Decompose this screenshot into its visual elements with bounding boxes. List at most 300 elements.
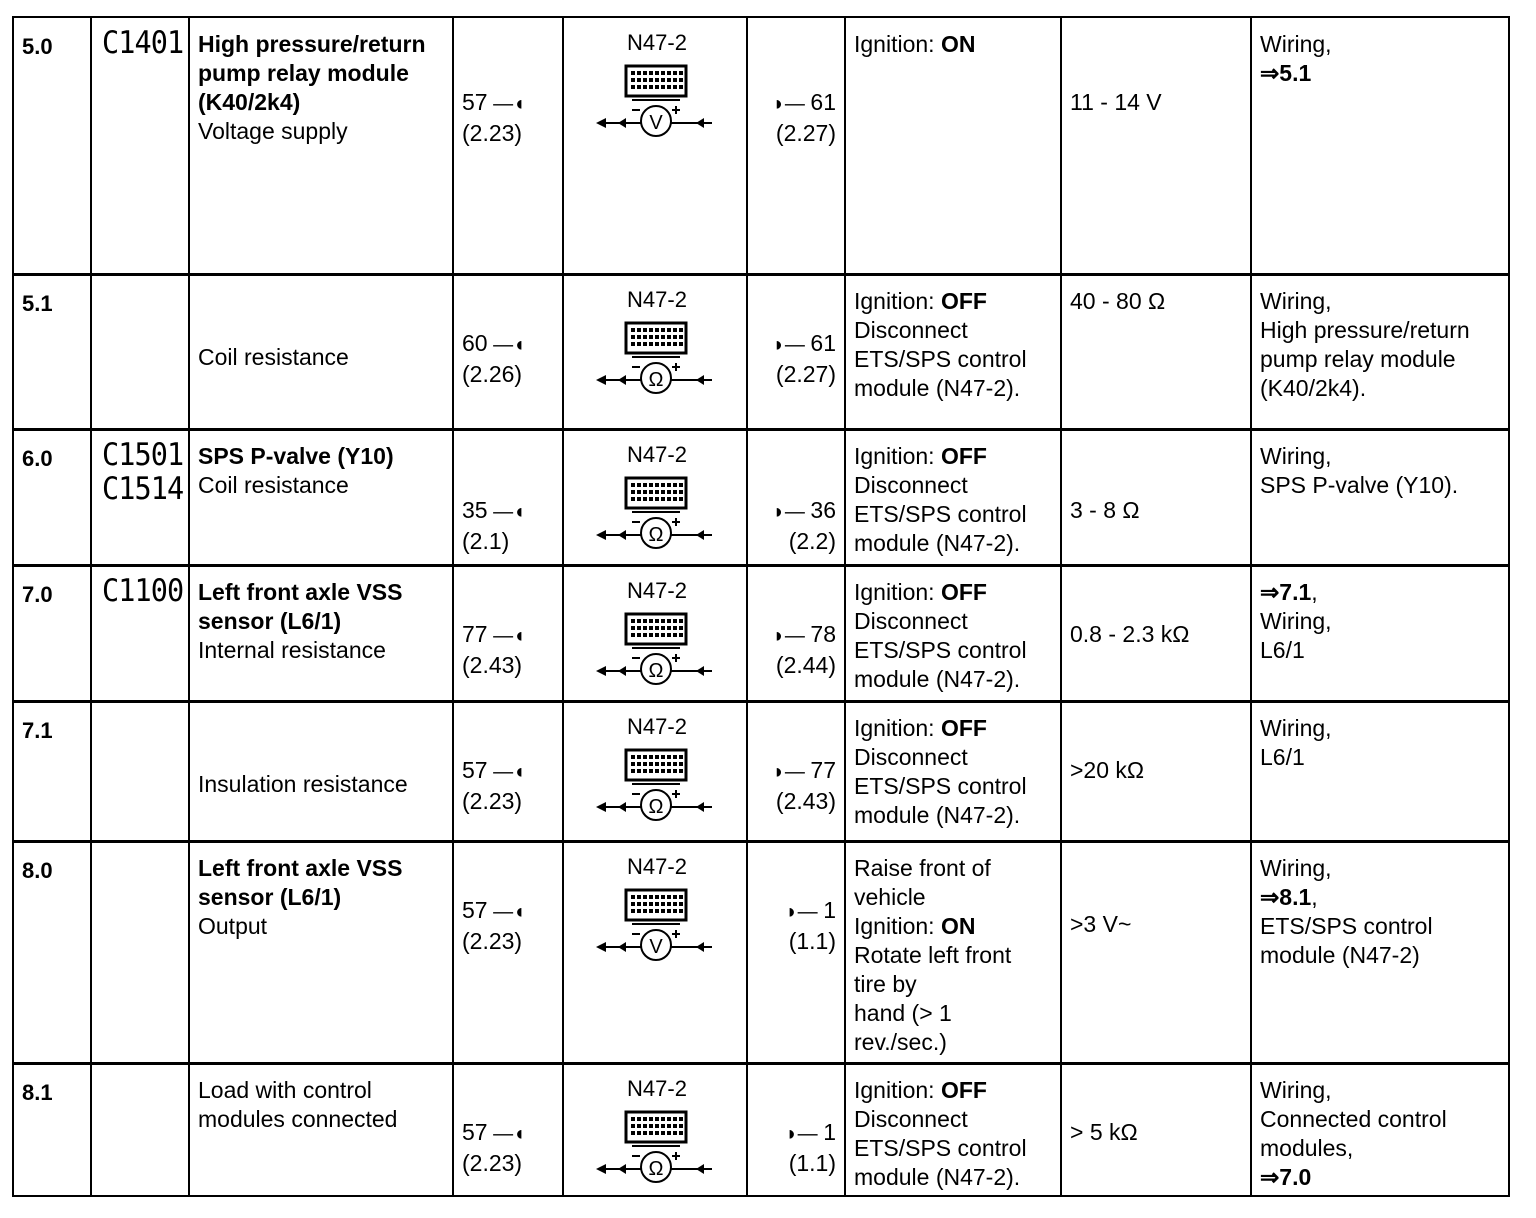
cell-col-7: [846, 430, 1062, 564]
text-line: [854, 345, 1027, 374]
text-normal: Disconnect: [854, 1106, 968, 1132]
cell-col-4: [454, 430, 564, 564]
fault-code: [102, 437, 184, 508]
device-label: N47-2: [627, 442, 687, 467]
cell-clip: [190, 275, 452, 428]
nominal-value: > 5 kΩ: [1070, 1119, 1138, 1145]
text-line: [1260, 636, 1332, 665]
cell-clip: [14, 842, 90, 1062]
pin-right: [773, 756, 836, 816]
cell-clip: [92, 18, 188, 273]
remedy: [1260, 714, 1332, 772]
cell-clip: [190, 430, 452, 564]
cell-clip: [846, 702, 1060, 840]
nominal-value: >3 V~: [1070, 911, 1132, 937]
cell-col-8: [1062, 430, 1252, 564]
text-line: [1260, 714, 1332, 743]
text-normal: Ignition:: [854, 715, 941, 741]
cell-col-5: [564, 566, 748, 700]
plug-symbol: ◗—: [772, 334, 811, 356]
cell-clip: [1252, 842, 1512, 1062]
text-normal: ETS/SPS control: [854, 346, 1027, 372]
cell-col-8: [1062, 1064, 1252, 1195]
step-number: 8.1: [22, 1080, 53, 1105]
cell-clip: [748, 18, 844, 273]
cell-clip: [14, 702, 90, 840]
cell-clip: [564, 702, 746, 840]
table-row: [12, 840, 1510, 1065]
text-normal: ETS/SPS control: [854, 637, 1027, 663]
text-line: [854, 772, 1027, 801]
table-row: [12, 564, 1510, 703]
text-line: [1260, 1163, 1447, 1192]
cell-col-7: [846, 1064, 1062, 1195]
pin-left-ref: (2.43): [462, 652, 523, 678]
cell-col-2: [92, 566, 190, 700]
step-number: 8.0: [22, 858, 53, 883]
device-label: N47-2: [627, 1076, 687, 1101]
test-subtitle: Output: [198, 913, 268, 939]
device-label: N47-2: [627, 30, 687, 55]
nominal-value: >20 kΩ: [1070, 757, 1145, 783]
cell-col-7: [846, 842, 1062, 1062]
meter-symbol: Ω: [648, 660, 664, 682]
remedy: [1260, 442, 1458, 500]
table-row: [12, 16, 1510, 276]
pin-left-ref: (2.26): [462, 361, 523, 387]
nominal-value: 40 - 80 Ω: [1070, 288, 1166, 314]
text-normal: Wiring,: [1260, 443, 1332, 469]
cell-col-3: [190, 430, 454, 564]
text-normal: ETS/SPS control: [854, 1135, 1027, 1161]
remedy: [1260, 578, 1332, 665]
text-line: [854, 912, 1011, 941]
text-normal: Ignition:: [854, 443, 941, 469]
text-bold: ON: [940, 31, 976, 57]
cell-clip: [846, 275, 1060, 428]
cell-clip: [1062, 566, 1250, 700]
text-line: [854, 287, 1027, 316]
fault-code: [102, 25, 184, 62]
text-normal: rev./sec.): [854, 1029, 947, 1055]
text-bold: OFF: [940, 443, 987, 469]
cell-col-9: [1252, 18, 1512, 273]
pin-right-ref: (2.2): [788, 528, 836, 554]
plug-symbol: ◗—: [772, 625, 811, 647]
text-line: [854, 970, 1011, 999]
text-normal: SPS P-valve (Y10).: [1260, 472, 1459, 498]
meter-diagram: [592, 714, 722, 834]
text-normal: Connected control: [1260, 1106, 1447, 1132]
cell-clip: [14, 18, 90, 273]
cell-col-8: [1062, 702, 1252, 840]
meter-diagram: [592, 578, 722, 698]
text-line: [854, 636, 1027, 665]
cell-clip: [564, 18, 746, 273]
pin-right: [773, 329, 836, 389]
device-label: N47-2: [627, 714, 687, 739]
text-line: [854, 665, 1027, 694]
text-normal: ETS/SPS control: [854, 501, 1027, 527]
cell-clip: [454, 275, 562, 428]
test-title: High pressure/return pump relay module (K40/2k4): [198, 31, 426, 115]
fault-code: [102, 573, 184, 610]
meter-symbol: V: [649, 112, 663, 134]
cell-clip: [748, 430, 844, 564]
text-line: [854, 442, 1027, 471]
cell-clip: [1062, 18, 1250, 273]
cell-clip: [92, 702, 188, 840]
cell-clip: [190, 566, 452, 700]
text-normal: pump relay module: [1260, 346, 1456, 372]
test-title: Left front axle VSS sensor (L6/1): [198, 855, 403, 910]
text-normal: module (N47-2).: [854, 530, 1021, 556]
pin-left-ref: (2.1): [462, 528, 510, 554]
text-line: [1260, 883, 1433, 912]
table-row: [12, 1062, 1510, 1197]
cell-clip: [748, 1064, 844, 1175]
cell-col-6: [748, 702, 846, 840]
text-bold: OFF: [940, 288, 987, 314]
meter-diagram: [592, 442, 722, 562]
socket-symbol: —◖: [487, 501, 526, 523]
pin-right: [786, 1118, 836, 1178]
step-number: 5.1: [22, 291, 53, 316]
text-line: [854, 714, 1027, 743]
text-line: [1260, 912, 1433, 941]
cell-col-9: [1252, 566, 1512, 700]
cell-col-8: [1062, 566, 1252, 700]
cell-col-6: [748, 18, 846, 273]
pin-right-number: 36: [810, 497, 836, 523]
test-description: [198, 854, 438, 941]
text-bold: ⇒7.0: [1260, 1164, 1312, 1190]
cell-clip: [454, 430, 562, 564]
socket-symbol: —◖: [487, 93, 526, 115]
text-line: [854, 999, 1011, 1028]
pin-left: [462, 896, 525, 956]
text-normal: ETS/SPS control: [1260, 913, 1433, 939]
cell-col-1: [14, 842, 92, 1062]
cell-clip: [454, 702, 562, 840]
text-normal: Wiring,: [1260, 855, 1332, 881]
meter-diagram: [592, 30, 722, 150]
cell-clip: [1252, 430, 1512, 564]
text-normal: vehicle: [854, 884, 926, 910]
test-description: [198, 343, 438, 372]
cell-clip: [92, 275, 188, 428]
cell-clip: [1252, 275, 1512, 428]
cell-col-1: [14, 702, 92, 840]
cell-clip: [454, 842, 562, 1062]
cell-clip: [846, 1064, 1060, 1190]
cell-clip: [92, 1064, 188, 1175]
cell-col-5: [564, 430, 748, 564]
cell-clip: [92, 430, 188, 564]
remedy: [1260, 854, 1433, 970]
pin-left-number: 57: [462, 897, 488, 923]
test-description: [198, 1076, 438, 1134]
cell-clip: [1062, 842, 1250, 1062]
text-line: [854, 578, 1027, 607]
text-line: [854, 1105, 1027, 1134]
plug-symbol: ◗—: [772, 501, 811, 523]
cell-clip: [14, 430, 90, 564]
device-label: N47-2: [627, 578, 687, 603]
step-number: 7.1: [22, 718, 53, 743]
text-bold: OFF: [940, 579, 987, 605]
test-subtitle: Insulation resistance: [198, 771, 408, 797]
cell-col-1: [14, 1064, 92, 1195]
socket-symbol: —◖: [487, 761, 526, 783]
meter-diagram: [592, 287, 722, 407]
cell-clip: [454, 566, 562, 700]
nominal-value: 11 - 14 V: [1070, 89, 1162, 115]
cell-clip: [748, 275, 844, 428]
plug-symbol: ◗—: [772, 93, 811, 115]
text-normal: Disconnect: [854, 744, 968, 770]
test-subtitle: Internal resistance: [198, 637, 386, 663]
pin-left: [462, 756, 525, 816]
text-line: [1260, 471, 1458, 500]
cell-clip: [14, 566, 90, 700]
meter-diagram: [592, 1076, 722, 1196]
cell-clip: [1062, 1064, 1250, 1175]
text-normal: Ignition:: [854, 31, 941, 57]
test-description: [198, 770, 438, 799]
table-row: [12, 700, 1510, 843]
text-normal: L6/1: [1260, 637, 1305, 663]
cell-col-1: [14, 18, 92, 273]
pin-right-ref: (1.1): [788, 928, 836, 954]
test-condition: [854, 714, 1027, 830]
socket-symbol: —◖: [487, 334, 526, 356]
cell-col-8: [1062, 842, 1252, 1062]
cell-col-7: [846, 18, 1062, 273]
cell-clip: [1252, 1064, 1512, 1190]
cell-clip: [1252, 18, 1512, 273]
text-bold: ON: [940, 913, 976, 939]
cell-col-9: [1252, 842, 1512, 1062]
cell-clip: [14, 1064, 90, 1175]
text-line: [1260, 345, 1470, 374]
text-normal: Wiring,: [1260, 31, 1332, 57]
cell-col-1: [14, 566, 92, 700]
plug-symbol: ◗—: [785, 1123, 824, 1145]
text-normal: module (N47-2).: [854, 1164, 1021, 1190]
cell-clip: [564, 842, 746, 1062]
pin-right: [773, 496, 836, 556]
text-line: [854, 801, 1027, 830]
text-suffix: ,: [1311, 884, 1318, 910]
text-line: [1260, 316, 1470, 345]
text-normal: Ignition:: [854, 1077, 941, 1103]
text-suffix: ,: [1311, 579, 1318, 605]
cell-col-4: [454, 702, 564, 840]
pin-right: [773, 88, 836, 148]
pin-right-ref: (2.27): [775, 361, 836, 387]
text-normal: High pressure/return: [1260, 317, 1470, 343]
cell-clip: [564, 566, 746, 700]
text-normal: hand (> 1: [854, 1000, 952, 1026]
text-normal: Ignition:: [854, 579, 941, 605]
test-title: SPS P-valve (Y10): [198, 443, 394, 469]
pin-right: [786, 896, 836, 956]
table-row: [12, 273, 1510, 431]
fault-code-line: C1501: [102, 437, 184, 473]
meter-symbol: V: [649, 936, 663, 958]
text-normal: Ignition:: [854, 913, 941, 939]
test-condition: [854, 578, 1027, 694]
cell-col-3: [190, 18, 454, 273]
text-normal: Rotate left front: [854, 942, 1012, 968]
text-line: [854, 1134, 1027, 1163]
cell-col-3: [190, 275, 454, 428]
test-description: [198, 578, 438, 665]
text-normal: L6/1: [1260, 744, 1305, 770]
cell-col-8: [1062, 275, 1252, 428]
fault-code-line: C1401: [102, 25, 184, 61]
test-condition: [854, 442, 1027, 558]
pin-right-ref: (2.27): [775, 120, 836, 146]
pin-right-number: 78: [810, 621, 836, 647]
remedy: [1260, 30, 1332, 88]
cell-clip: [846, 18, 1060, 273]
text-line: [1260, 287, 1470, 316]
text-normal: Disconnect: [854, 472, 968, 498]
meter-symbol: Ω: [648, 796, 664, 818]
test-subtitle: Load with control modules connected: [198, 1077, 398, 1132]
pin-left: [462, 1118, 525, 1178]
text-normal: module (N47-2).: [854, 666, 1021, 692]
cell-clip: [190, 1064, 452, 1175]
cell-clip: [190, 702, 452, 840]
pin-right-number: 1: [823, 1119, 836, 1145]
pin-right-ref: (2.43): [775, 788, 836, 814]
pin-right-ref: (1.1): [788, 1150, 836, 1176]
text-normal: (K40/2k4).: [1260, 375, 1367, 401]
pin-left-ref: (2.23): [462, 928, 523, 954]
nominal-value: 3 - 8 Ω: [1070, 497, 1140, 523]
table-row: [12, 428, 1510, 567]
text-line: [854, 500, 1027, 529]
pin-left-number: 57: [462, 89, 488, 115]
text-line: [1260, 941, 1433, 970]
text-line: [1260, 59, 1332, 88]
cell-col-6: [748, 1064, 846, 1195]
text-bold: OFF: [940, 1077, 987, 1103]
cell-col-8: [1062, 18, 1252, 273]
remedy: [1260, 1076, 1447, 1192]
text-normal: modules,: [1260, 1135, 1354, 1161]
meter-symbol: Ω: [648, 524, 664, 546]
text-line: [854, 471, 1027, 500]
step-number: 6.0: [22, 446, 53, 471]
cell-clip: [190, 842, 452, 1062]
cell-col-2: [92, 842, 190, 1062]
cell-clip: [454, 18, 562, 273]
ohmmeter-icon: [592, 295, 722, 405]
pin-left-ref: (2.23): [462, 788, 523, 814]
cell-clip: [564, 430, 746, 564]
text-line: [1260, 578, 1332, 607]
pin-left-ref: (2.23): [462, 120, 523, 146]
cell-col-9: [1252, 1064, 1512, 1195]
plug-symbol: ◗—: [785, 901, 824, 923]
text-bold: ⇒8.1: [1260, 884, 1312, 910]
cell-clip: [92, 842, 188, 1062]
test-subtitle: Voltage supply: [198, 118, 348, 144]
cell-col-5: [564, 842, 748, 1062]
text-line: [854, 1028, 1011, 1057]
cell-col-6: [748, 430, 846, 564]
cell-col-9: [1252, 430, 1512, 564]
text-line: [1260, 442, 1458, 471]
cell-col-7: [846, 702, 1062, 840]
pin-left-number: 60: [462, 330, 488, 356]
text-line: [854, 743, 1027, 772]
text-normal: Wiring,: [1260, 608, 1332, 634]
pin-left-ref: (2.23): [462, 1150, 523, 1176]
cell-col-9: [1252, 275, 1512, 428]
pin-right-number: 61: [810, 89, 836, 115]
cell-clip: [846, 430, 1060, 564]
text-line: [854, 316, 1027, 345]
voltmeter-icon: [592, 38, 722, 148]
cell-col-1: [14, 430, 92, 564]
text-line: [1260, 1134, 1447, 1163]
test-subtitle: Coil resistance: [198, 472, 349, 498]
text-line: [1260, 374, 1470, 403]
cell-col-3: [190, 702, 454, 840]
text-normal: Ignition:: [854, 288, 941, 314]
cell-clip: [92, 566, 188, 700]
text-normal: Wiring,: [1260, 1077, 1332, 1103]
meter-symbol: Ω: [648, 369, 664, 391]
cell-clip: [748, 566, 844, 700]
socket-symbol: —◖: [487, 1123, 526, 1145]
pin-right-number: 77: [810, 757, 836, 783]
device-label: N47-2: [627, 287, 687, 312]
pin-left-number: 77: [462, 621, 488, 647]
text-normal: module (N47-2).: [854, 375, 1021, 401]
text-line: [854, 1163, 1027, 1192]
cell-col-2: [92, 18, 190, 273]
plug-symbol: ◗—: [772, 761, 811, 783]
test-condition: [854, 287, 1027, 403]
remedy: [1260, 287, 1470, 403]
test-condition: [854, 1076, 1027, 1192]
text-line: [1260, 854, 1433, 883]
cell-col-2: [92, 430, 190, 564]
cell-col-4: [454, 842, 564, 1062]
cell-clip: [1062, 430, 1250, 564]
text-line: [854, 374, 1027, 403]
nominal-value: 0.8 - 2.3 kΩ: [1070, 621, 1190, 647]
text-line: [854, 1076, 1027, 1105]
text-bold: ⇒5.1: [1260, 60, 1312, 86]
cell-col-2: [92, 275, 190, 428]
text-line: [854, 607, 1027, 636]
cell-col-3: [190, 566, 454, 700]
ohmmeter-icon: [592, 1084, 722, 1194]
text-line: [1260, 1105, 1447, 1134]
ohmmeter-icon: [592, 586, 722, 696]
text-line: [854, 883, 1011, 912]
text-bold: ⇒7.1: [1260, 579, 1312, 605]
text-normal: Raise front of: [854, 855, 991, 881]
cell-col-4: [454, 1064, 564, 1195]
